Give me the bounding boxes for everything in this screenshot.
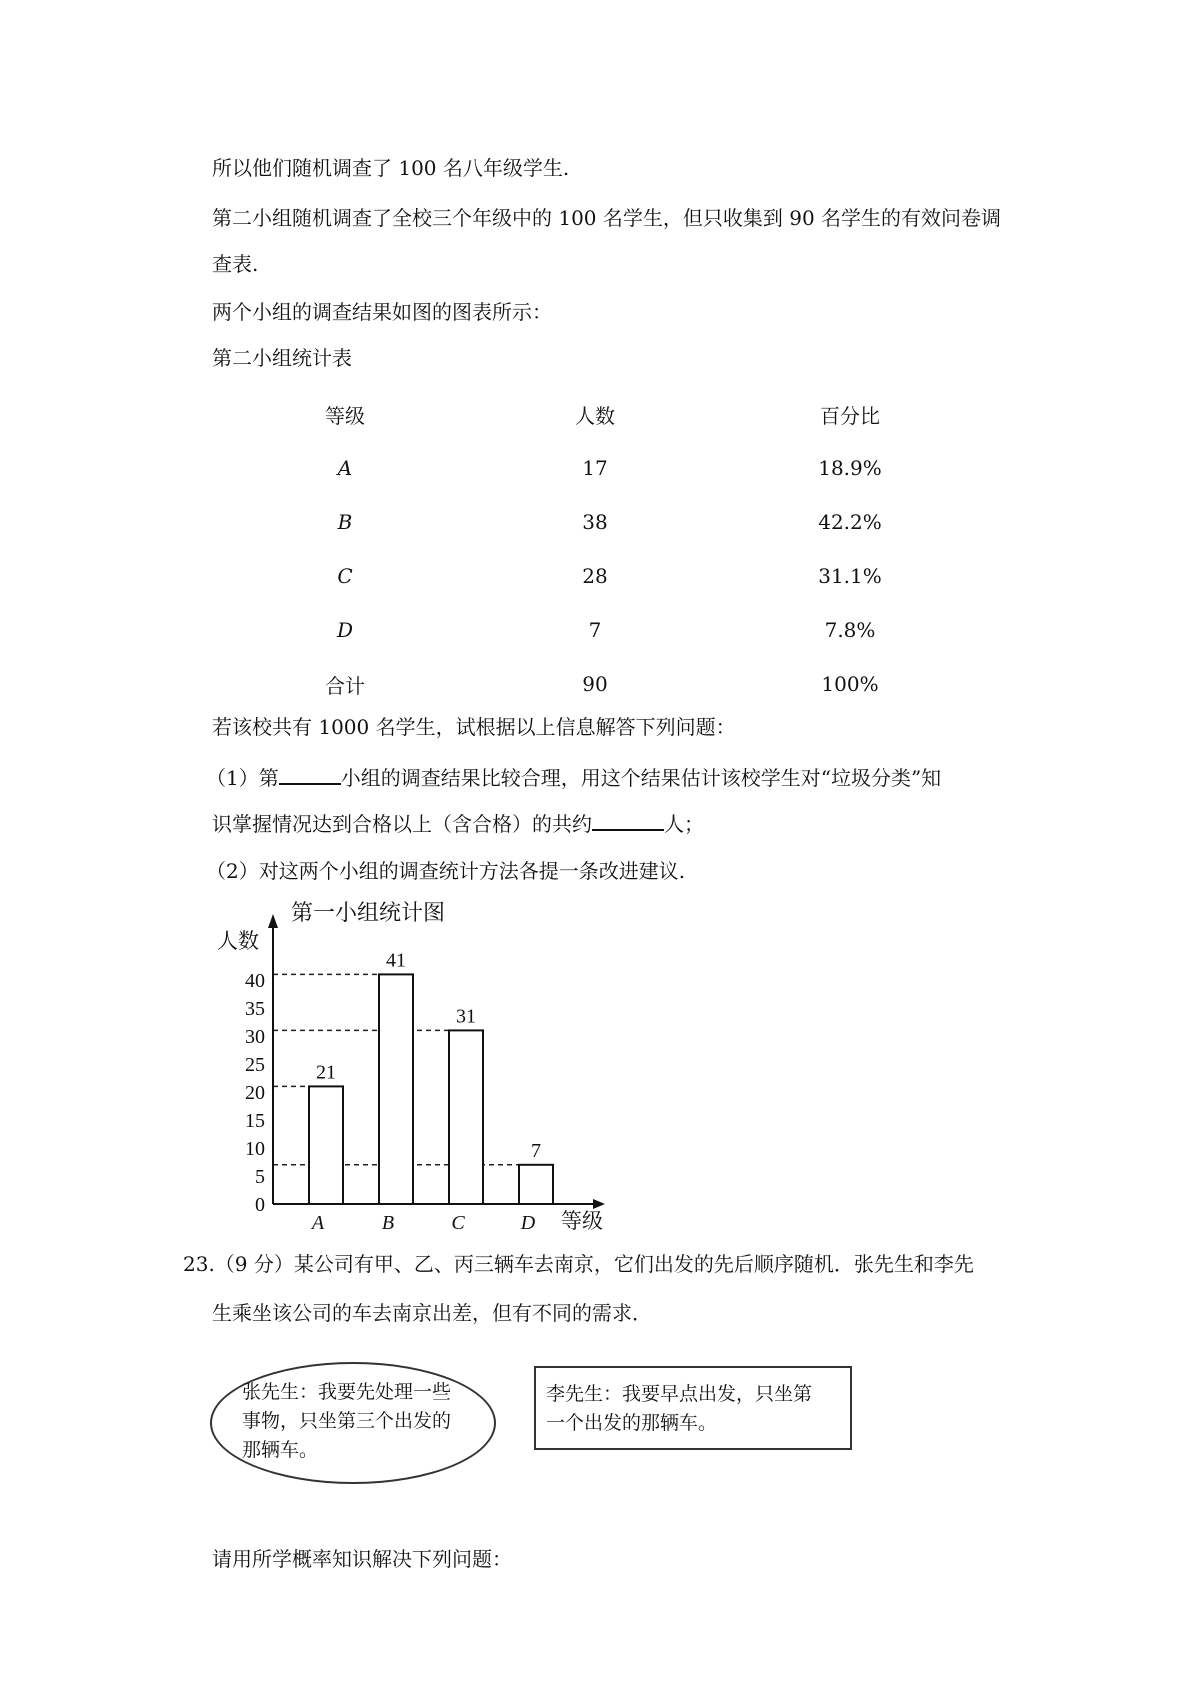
table-cell: 31.1% <box>818 564 882 588</box>
y-tick-label: 35 <box>245 998 265 1020</box>
answer-blank[interactable] <box>279 763 341 785</box>
paragraph-1: 所以他们随机调查了 100 名八年级学生. <box>212 156 570 180</box>
x-tick-label: D <box>520 1212 536 1234</box>
y-axis-arrow-icon <box>268 914 278 928</box>
table-cell: A <box>337 456 353 480</box>
questions-intro: 若该校共有 1000 名学生，试根据以上信息解答下列问题： <box>212 715 736 739</box>
table-title: 第二小组统计表 <box>212 346 352 370</box>
question-1-line-2 <box>212 809 704 838</box>
x-tick-label: B <box>381 1212 395 1234</box>
chart-title: 第一小组统计图 <box>291 901 446 926</box>
table-row <box>230 603 970 657</box>
table-cell: B <box>337 510 353 534</box>
question-1-line-1 <box>206 763 941 792</box>
li-speech-line: 李先生：我要早点出发，只坐第 <box>546 1383 813 1405</box>
table-header-row <box>230 387 970 441</box>
table-header: 等级 <box>325 403 365 428</box>
problem-23-line-2: 生乘坐该公司的车去南京出差，但有不同的需求． <box>212 1301 652 1325</box>
zhang-speech-line: 张先生：我要先处理一些 <box>242 1381 452 1403</box>
zhang-speech-bubble <box>210 1362 496 1484</box>
bar-value-label: 7 <box>531 1139 541 1162</box>
li-speech-box <box>534 1366 852 1450</box>
x-tick-label: C <box>451 1212 465 1234</box>
table-header: 百分比 <box>820 403 880 428</box>
problem-23-line-1: 23.（9 分）某公司有甲、乙、丙三辆车去南京，它们出发的先后顺序随机．张先生和李先 <box>183 1252 974 1276</box>
bar-value-label: 31 <box>456 1005 476 1028</box>
bar <box>309 1086 343 1204</box>
bar <box>379 974 413 1204</box>
bar-value-label: 21 <box>316 1061 336 1084</box>
statistics-table <box>230 387 970 711</box>
table-cell: 100% <box>821 672 879 696</box>
table-row-total <box>230 657 970 711</box>
question-2: （2）对这两个小组的调查统计方法各提一条改进建议. <box>206 859 686 883</box>
y-tick-label: 15 <box>245 1110 265 1132</box>
x-axis-label: 等级 <box>561 1209 603 1233</box>
table-cell: 38 <box>582 510 608 534</box>
x-tick-label: A <box>311 1212 325 1234</box>
paragraph-2b: 查表. <box>212 252 259 276</box>
y-tick-label: 30 <box>245 1026 265 1048</box>
table-row <box>230 441 970 495</box>
table-cell: 17 <box>582 456 608 480</box>
table-cell: D <box>336 618 354 642</box>
question-1-text: 识掌握情况达到合格以上（含合格）的共约 <box>212 812 592 836</box>
bar-chart <box>205 898 625 1238</box>
question-1-text: 小组的调查结果比较合理，用这个结果估计该校学生对“垃圾分类”知 <box>340 766 942 790</box>
x-axis-arrow-icon <box>593 1199 605 1209</box>
question-1-text: （1）第 <box>206 766 279 790</box>
y-tick-label: 40 <box>245 970 265 992</box>
bar <box>449 1030 483 1204</box>
answer-blank[interactable] <box>592 809 664 831</box>
paragraph-3: 两个小组的调查结果如图的图表所示： <box>212 300 552 324</box>
table-cell: 合计 <box>325 673 365 698</box>
y-axis-label: 人数 <box>217 929 259 953</box>
table-row <box>230 495 970 549</box>
table-cell: 42.2% <box>818 510 882 534</box>
paragraph-2a: 第二小组随机调查了全校三个年级中的 100 名学生，但只收集到 90 名学生的有效问卷调 <box>212 206 1002 230</box>
zhang-speech-line: 事物，只坐第三个出发的 <box>242 1410 452 1432</box>
y-tick-label: 5 <box>255 1166 265 1188</box>
table-cell: 28 <box>582 564 608 588</box>
y-tick-label: 25 <box>245 1054 265 1076</box>
table-cell: C <box>337 564 353 588</box>
y-tick-label: 20 <box>245 1082 265 1104</box>
table-cell: 7.8% <box>824 618 876 642</box>
table-cell: 90 <box>582 672 608 696</box>
bar <box>519 1165 553 1204</box>
zhang-speech-line: 那辆车。 <box>242 1439 319 1461</box>
question-1-text: 人； <box>664 812 704 836</box>
table-cell: 7 <box>588 618 602 642</box>
li-speech-line: 一个出发的那辆车。 <box>546 1412 718 1434</box>
problem-23-prompt: 请用所学概率知识解决下列问题： <box>212 1547 512 1571</box>
y-tick-label: 10 <box>245 1138 265 1160</box>
table-cell: 18.9% <box>818 456 882 480</box>
table-row <box>230 549 970 603</box>
table-header: 人数 <box>575 403 615 428</box>
bar-value-label: 41 <box>386 949 406 972</box>
y-tick-label: 0 <box>255 1194 265 1216</box>
